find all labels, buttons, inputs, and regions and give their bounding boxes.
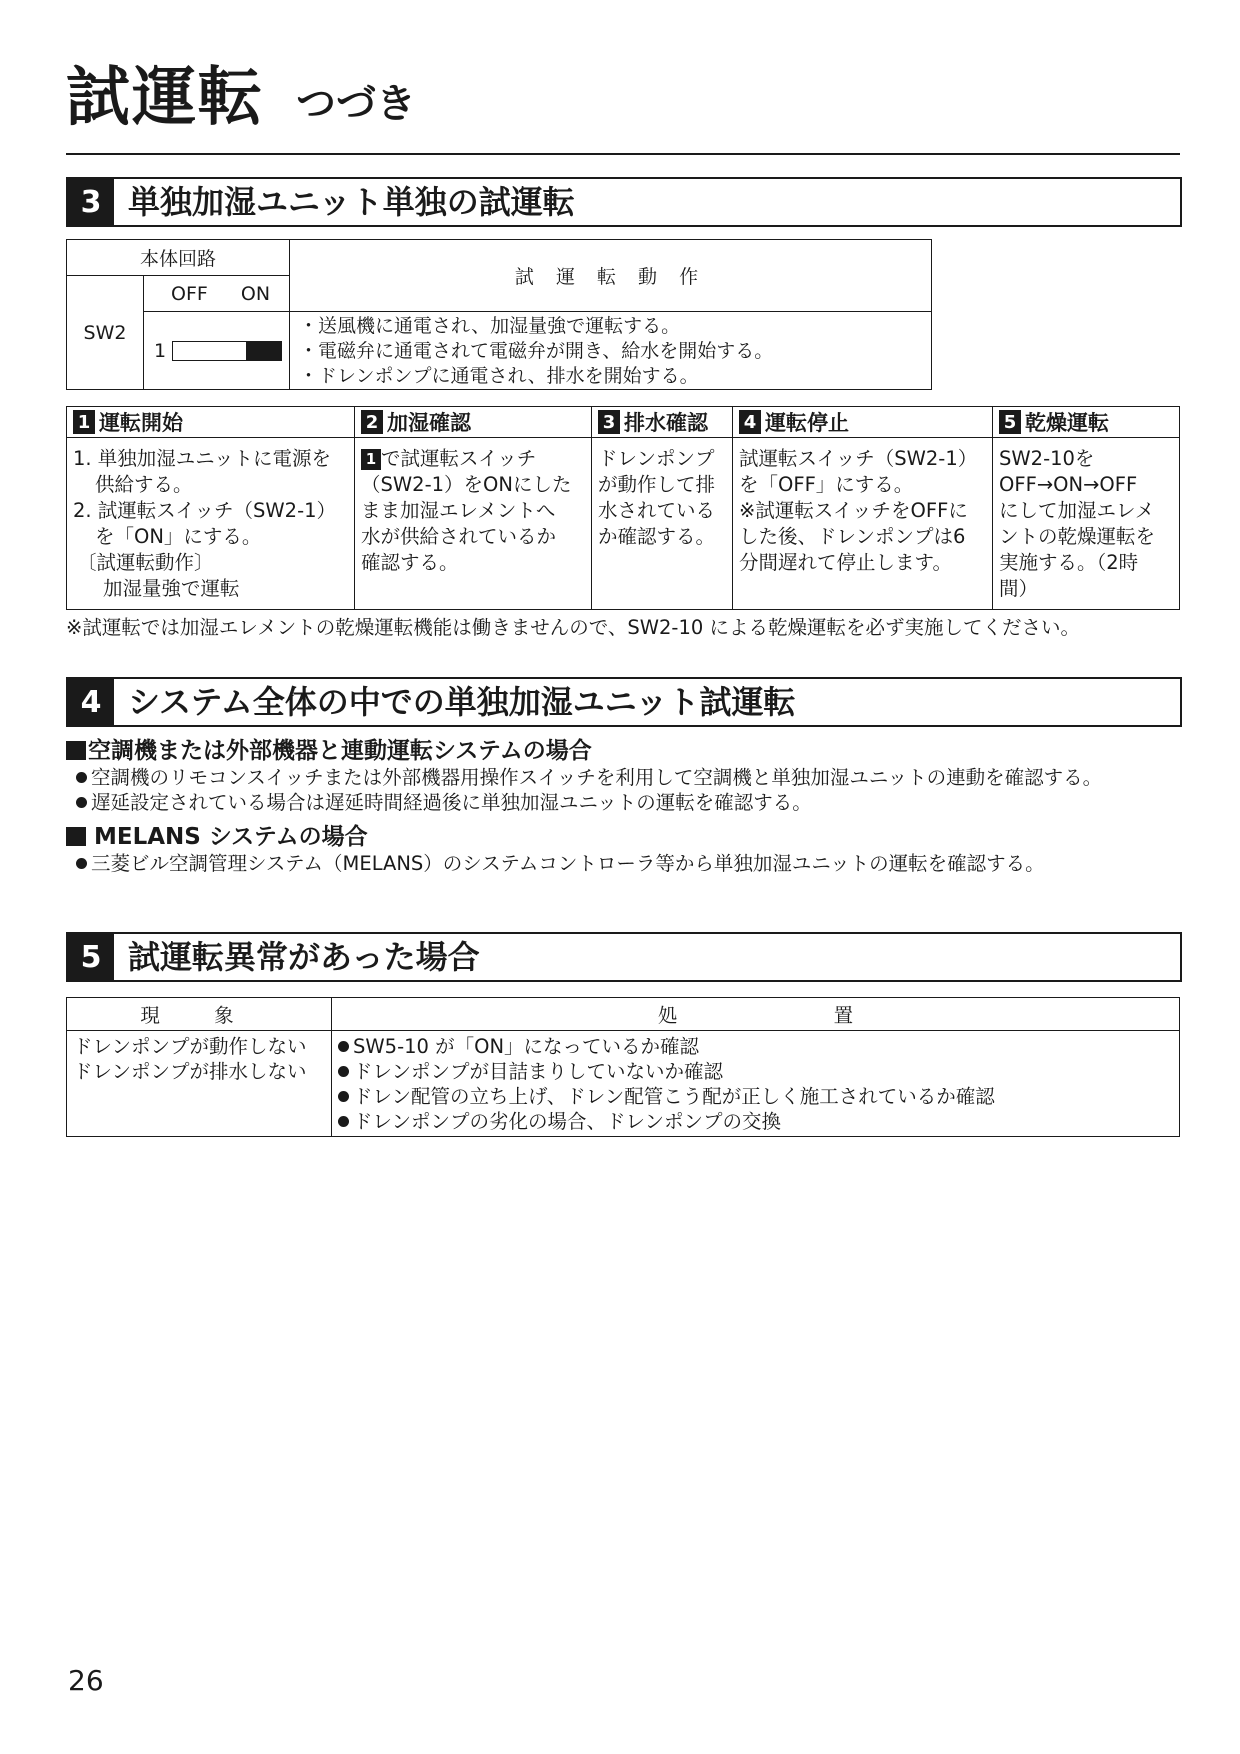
step-text: を「OFF」にする。 [739,473,914,496]
step-text: 分間遅れて停止します。 [739,551,952,574]
subsection-heading: 空調機または外部機器と連動運転システムの場合 [66,732,592,765]
step-text: ドレンポンプ [598,447,715,470]
step-text: まま加湿エレメントへ [361,499,556,522]
section-5-heading [66,932,1182,982]
circuit-header: 本体回路 [67,240,290,276]
remedy-header: 処 置 [332,998,1180,1031]
switch-knob [246,342,281,360]
step-text: 水が供給されているか [361,525,557,548]
step-text: が動作して排 [598,473,716,496]
off-label: OFF [171,282,208,305]
bullet-icon [338,1066,349,1077]
square-bullet-icon [66,827,86,846]
step-text: 1. 単独加湿ユニットに電源を [73,447,332,470]
step-header [67,407,355,438]
section-title: システム全体の中での単独加湿ユニット試運転 [128,683,796,721]
step-title: 運転開始 [99,411,183,435]
step-number-badge: 2 [361,410,383,434]
step-text: した後、ドレンポンプは6 [739,525,966,548]
list-item: 空調機のリモコンスイッチまたは外部機器用操作スイッチを利用して空調機と単独加湿ユニットの連動を確認する。 [64,762,1102,790]
step-4-body [733,438,993,610]
dry-run-note: ※試運転では加湿エレメントの乾燥運転機能は働きませんので、SW2-10 による乾燥運転を必ず実施してください。 [66,616,1080,639]
on-label: ON [240,282,271,305]
action-item: ・ドレンポンプに通電され、排水を開始する。 [299,365,699,387]
list-item: 遅延設定されている場合は遅延時間経過後に単独加湿ユニットの運転を確認する。 [64,787,812,815]
page-title: 試運転 [66,61,264,135]
list-item: ドレンポンプが目詰まりしていないか確認 [332,1059,1179,1084]
bullet-icon [338,1116,349,1127]
section-4-heading [66,677,1182,727]
action-list [290,312,932,390]
section-number: 5 [68,934,114,980]
step-text: にして加湿エレメ [999,499,1155,522]
list-item: ドレンポンプの劣化の場合、ドレンポンプの交換 [332,1109,1179,1134]
list-item: 三菱ビル空調管理システム（MELANS）のシステムコントローラ等から単独加湿ユニットの運転を確認する。 [64,848,1045,876]
bullet-icon [76,858,87,869]
step-text: 試運転スイッチ（SW2-1） [739,447,978,470]
list-item: ドレン配管の立ち上げ、ドレン配管こう配が正しく施工されているか確認 [332,1084,1179,1109]
step-text: 水されている [598,499,716,522]
step-text: ※試運転スイッチをOFFに [739,499,968,522]
bullet-icon [338,1091,349,1102]
step-header [355,407,592,438]
symptom-header: 現 象 [67,998,332,1031]
step-text: ントの乾燥運転を [999,525,1156,548]
section-number: 3 [68,179,114,225]
subsection-heading: MELANS システムの場合 [66,818,368,851]
action-header: 試 運 転 動 作 [290,240,932,312]
step-text: （SW2-1）をONにした [361,473,572,496]
step-text: OFF→ON→OFF [999,473,1138,496]
step-number-badge: 4 [739,410,761,434]
section-title: 単独加湿ユニット単独の試運転 [128,183,575,221]
page-subtitle: つづき [296,81,416,127]
bullet-icon [76,772,87,783]
step-text: で試運転スイッチ [381,447,537,470]
step-text: 供給する。 [95,473,193,496]
section-number: 4 [68,679,114,725]
action-item: ・電磁弁に通電されて電磁弁が開き、給水を開始する。 [299,340,774,362]
step-text: を「ON」にする。 [95,525,262,548]
step-text: 〔試運転動作〕 [77,551,214,574]
step-2-body [355,438,592,610]
step-number-badge: 3 [598,410,620,434]
step-text: か確認する。 [598,525,716,548]
step-ref-badge: 1 [361,449,381,470]
bullet-icon [338,1041,349,1052]
step-text: 間） [999,577,1039,600]
step-text: SW2-10を [999,447,1095,470]
step-title: 乾燥運転 [1025,411,1109,435]
bullet-icon [76,797,87,808]
step-text: 2. 試運転スイッチ（SW2-1） [73,499,337,522]
off-on-labels [144,276,290,312]
title-divider [66,153,1180,155]
action-item: ・送風機に通電され、加湿量強で運転する。 [299,315,681,337]
step-number-badge: 5 [999,410,1021,434]
troubleshooting-table [66,997,1180,1137]
page-number: 26 [68,1664,104,1697]
list-item: SW5-10 が「ON」になっているか確認 [332,1034,1179,1059]
step-title: 排水確認 [624,411,708,435]
section-3-heading [66,177,1182,227]
step-text: 加湿量強で運転 [103,577,240,600]
step-text: 実施する。（2時 [999,551,1139,574]
switch-name: SW2 [67,276,144,390]
symptom-item: ドレンポンプが排水しない [73,1060,307,1083]
step-number-badge: 1 [73,410,95,434]
step-header [993,407,1180,438]
step-title: 運転停止 [765,411,849,435]
step-header [592,407,733,438]
square-bullet-icon [66,741,86,760]
switch-table [66,239,932,390]
step-header [733,407,993,438]
steps-table [66,406,1180,610]
step-1-body [67,438,355,610]
symptom-cell [67,1031,332,1137]
switch-index: 1 [154,339,167,362]
section-title: 試運転異常があった場合 [128,938,480,976]
dip-switch-icon [172,341,282,361]
step-title: 加湿確認 [387,411,471,435]
step-text: 確認する。 [361,551,459,574]
step-3-body [592,438,733,610]
remedy-cell [332,1031,1180,1137]
symptom-item: ドレンポンプが動作しない [73,1035,307,1058]
step-5-body [993,438,1180,610]
